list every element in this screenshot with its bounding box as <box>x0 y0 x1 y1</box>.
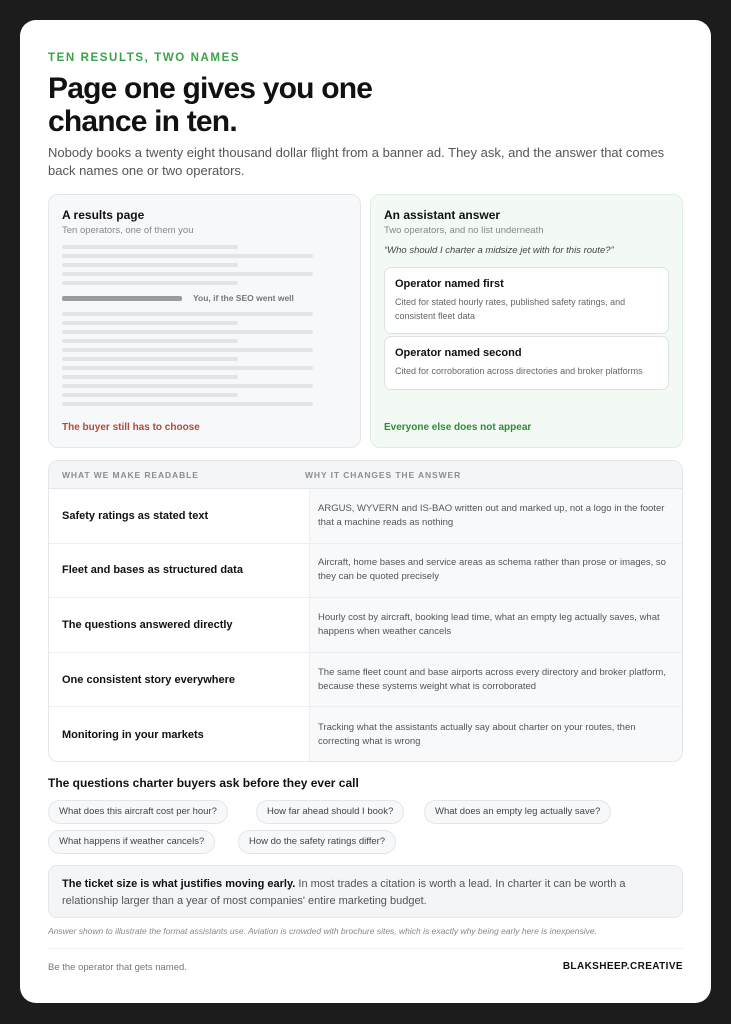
row-what: The questions answered directly <box>62 618 233 631</box>
operator-description: Cited for stated hourly rates, published safety ratings, and consistent fleet data <box>395 297 626 321</box>
footer-tagline: Be the operator that gets named. <box>48 962 187 973</box>
operator-card-first <box>384 267 669 334</box>
question-chip[interactable]: What does this aircraft cost per hour? <box>48 800 228 824</box>
result-line <box>62 339 238 343</box>
results-panel-subtitle: Ten operators, one of them you <box>62 225 194 236</box>
results-page-panel <box>48 194 361 448</box>
assistant-panel-footer: Everyone else does not appear <box>384 422 532 433</box>
highlight-label: You, if the SEO went well <box>193 293 294 303</box>
table-row <box>49 598 682 653</box>
results-panel-footer: The buyer still has to choose <box>62 422 200 433</box>
questions-heading: The questions charter buyers ask before they ever call <box>48 776 359 790</box>
question-chip[interactable]: How do the safety ratings differ? <box>238 830 396 854</box>
results-panel-title: A results page <box>62 208 145 222</box>
result-line <box>62 348 313 352</box>
operator-title: Operator named first <box>395 278 504 290</box>
result-line <box>62 321 238 325</box>
assistant-question: “Who should I charter a midsize jet with for this route?” <box>384 245 614 256</box>
row-what: One consistent story everywhere <box>62 673 236 686</box>
row-why: The same fleet count and base airports across every directory and broker platform, because these systems weight what is corroborated <box>309 653 682 707</box>
operator-title: Operator named second <box>395 347 522 359</box>
page-card <box>20 20 711 1003</box>
result-line <box>62 263 238 267</box>
column-header-why: WHY IT CHANGES THE ANSWER <box>305 470 462 480</box>
callout-text: In most trades a citation is worth a lead. In charter it can be worth a relationship larger than a year of most companies' entire marketing budget. <box>62 878 626 907</box>
result-line <box>62 402 313 406</box>
result-line <box>62 357 238 361</box>
result-line-highlighted <box>62 296 182 301</box>
table-row <box>49 707 682 762</box>
row-what: Monitoring in your markets <box>62 728 204 741</box>
table-header <box>49 461 682 489</box>
row-why: Tracking what the assistants actually say about charter on your routes, then correcting what is wrong <box>309 707 682 762</box>
table-row <box>49 653 682 708</box>
assistant-panel-title: An assistant answer <box>384 208 501 222</box>
result-line <box>62 272 313 276</box>
row-why: ARGUS, WYVERN and IS-BAO written out and marked up, not a logo in the footer that a machine reads as nothing <box>309 489 682 543</box>
row-why: Hourly cost by aircraft, booking lead time, what an empty leg actually saves, what happens when weather cancels <box>309 598 682 652</box>
operator-card-second <box>384 336 669 390</box>
table-row <box>49 544 682 599</box>
eyebrow: TEN RESULTS, TWO NAMES <box>48 52 241 64</box>
result-line <box>62 245 238 249</box>
page-title: Page one gives you one chance in ten. <box>48 72 373 138</box>
row-what: Fleet and bases as structured data <box>62 564 243 577</box>
question-chip[interactable]: What does an empty leg actually save? <box>424 800 611 824</box>
callout-bold: The ticket size is what justifies moving early. <box>62 878 296 890</box>
row-what: Safety ratings as stated text <box>62 509 209 522</box>
result-line <box>62 384 313 388</box>
lede: Nobody books a twenty eight thousand dollar flight from a banner ad. They ask, and the answer that comes back names one or two operators. <box>48 145 665 178</box>
question-chip[interactable]: What happens if weather cancels? <box>48 830 215 854</box>
result-line <box>62 393 238 397</box>
callout <box>48 865 683 918</box>
assistant-panel-subtitle: Two operators, and no list underneath <box>384 225 544 236</box>
table-row <box>49 489 682 544</box>
result-line <box>62 330 313 334</box>
column-header-what: WHAT WE MAKE READABLE <box>62 470 199 480</box>
row-why: Aircraft, home bases and service areas as schema rather than prose or images, so they can be quoted precisely <box>309 544 682 598</box>
question-chip[interactable]: How far ahead should I book? <box>256 800 404 824</box>
brand-logo-text[interactable]: BLAKSHEEP.CREATIVE <box>562 961 683 972</box>
readability-table <box>48 460 683 762</box>
operator-description: Cited for corroboration across directories and broker platforms <box>395 366 643 376</box>
result-line <box>62 366 313 370</box>
result-line <box>62 254 313 258</box>
result-line <box>62 375 238 379</box>
result-line <box>62 312 313 316</box>
assistant-answer-panel <box>370 194 683 448</box>
disclaimer-note: Answer shown to illustrate the format assistants use. Aviation is crowded with brochure sites, which is exactly why being early here is inexpensive. <box>48 926 597 936</box>
result-line <box>62 281 238 285</box>
divider <box>48 948 683 949</box>
